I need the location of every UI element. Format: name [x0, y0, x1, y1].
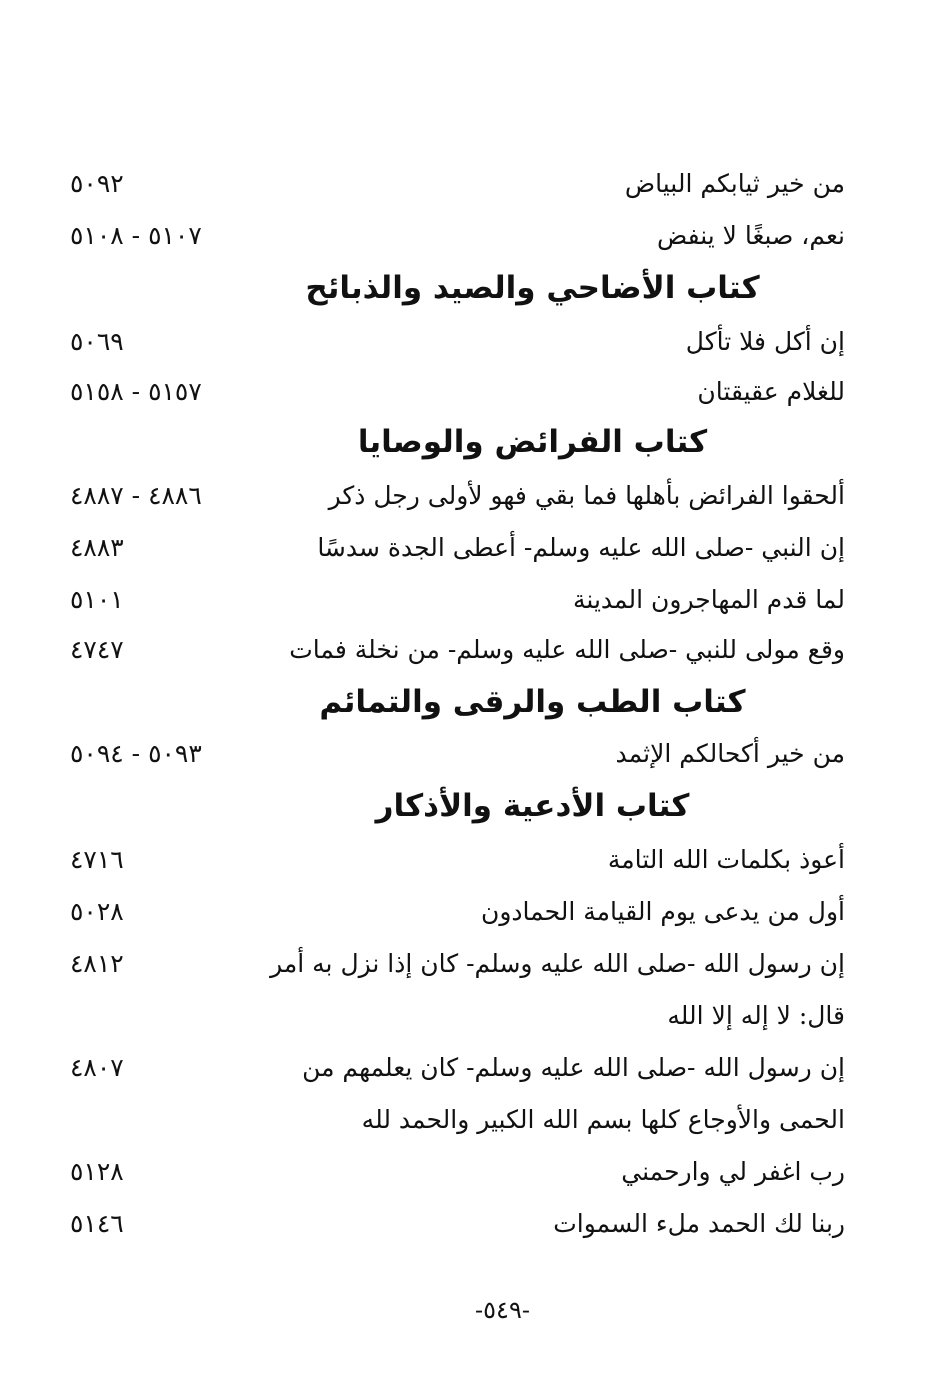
- hadith-ref: ٥٠٩٢: [70, 169, 124, 198]
- hadith-text: إن النبي -صلى الله عليه وسلم- أعطى الجدة سدسًا: [317, 533, 845, 562]
- section-heading: كتاب الفرائض والوصايا: [357, 424, 708, 460]
- hadith-text: إن رسول الله -صلى الله عليه وسلم- كان يعلمهم من: [302, 1053, 845, 1082]
- hadith-text: الحمى والأوجاع كلها بسم الله الكبير والحمد لله: [361, 1105, 845, 1134]
- hadith-text: ربنا لك الحمد ملء السموات: [553, 1209, 845, 1238]
- index-entry: [0, 840, 945, 892]
- hadith-text: من خير ثيابكم البياض: [624, 169, 845, 198]
- hadith-text: إن أكل فلا تأكل: [685, 327, 845, 356]
- index-entry: [0, 734, 945, 786]
- index-entry: [0, 892, 945, 944]
- index-entry: [0, 322, 945, 374]
- hadith-text: ألحقوا الفرائض بأهلها فما بقي فهو لأولى رجل ذكر: [328, 481, 845, 510]
- hadith-ref: ٥١٢٨: [70, 1157, 124, 1186]
- hadith-text: رب اغفر لي وارحمني: [621, 1157, 845, 1186]
- index-entry: [0, 164, 945, 216]
- index-entry: [0, 216, 945, 268]
- hadith-text: نعم، صبغًا لا ينفض: [656, 221, 845, 250]
- hadith-ref: ٥١٥٧ - ٥١٥٨: [70, 377, 202, 406]
- hadith-text: أول من يدعى يوم القيامة الحمادون: [480, 897, 845, 926]
- hadith-ref: ٤٧١٦: [70, 845, 124, 874]
- hadith-text: وقع مولى للنبي -صلى الله عليه وسلم- من نخلة فمات: [289, 635, 845, 664]
- index-entry: [0, 580, 945, 632]
- hadith-ref: ٤٧٤٧: [70, 635, 124, 664]
- hadith-text: لما قدم المهاجرون المدينة: [573, 585, 845, 614]
- hadith-ref: ٤٨٨٣: [70, 533, 124, 562]
- hadith-ref: ٤٨٠٧: [70, 1053, 124, 1082]
- hadith-ref: ٥١٠٧ - ٥١٠٨: [70, 221, 202, 250]
- hadith-ref: ٥٠٦٩: [70, 327, 124, 356]
- index-entry: [0, 528, 945, 580]
- hadith-text: للغلام عقيقتان: [697, 377, 845, 406]
- index-entry: [0, 372, 945, 424]
- section-heading: كتاب الأضاحي والصيد والذبائح: [305, 270, 760, 306]
- index-entry: [0, 1048, 945, 1100]
- hadith-ref: ٥١٠١: [70, 585, 124, 614]
- index-entry: [0, 630, 945, 682]
- index-entry-continuation: [0, 996, 945, 1048]
- hadith-text: أعوذ بكلمات الله التامة: [607, 845, 845, 874]
- hadith-ref: ٥١٤٦: [70, 1209, 124, 1238]
- index-entry-continuation: [0, 1100, 945, 1152]
- hadith-text: إن رسول الله -صلى الله عليه وسلم- كان إذا نزل به أمر: [270, 949, 845, 978]
- page-number: -٥٤٩-: [475, 1296, 530, 1324]
- hadith-text: من خير أكحالكم الإثمد: [615, 739, 845, 768]
- hadith-ref: ٥٠٢٨: [70, 897, 124, 926]
- hadith-text: قال: لا إله إلا الله: [667, 1001, 845, 1030]
- section-heading: كتاب الأدعية والأذكار: [375, 788, 690, 824]
- hadith-ref: ٥٠٩٣ - ٥٠٩٤: [70, 739, 202, 768]
- index-entry: [0, 1204, 945, 1256]
- hadith-ref: ٤٨١٢: [70, 949, 124, 978]
- section-heading: كتاب الطب والرقى والتمائم: [319, 684, 746, 720]
- index-entry: [0, 944, 945, 996]
- hadith-ref: ٤٨٨٦ - ٤٨٨٧: [70, 481, 202, 510]
- index-entry: [0, 1152, 945, 1204]
- index-entry: [0, 476, 945, 528]
